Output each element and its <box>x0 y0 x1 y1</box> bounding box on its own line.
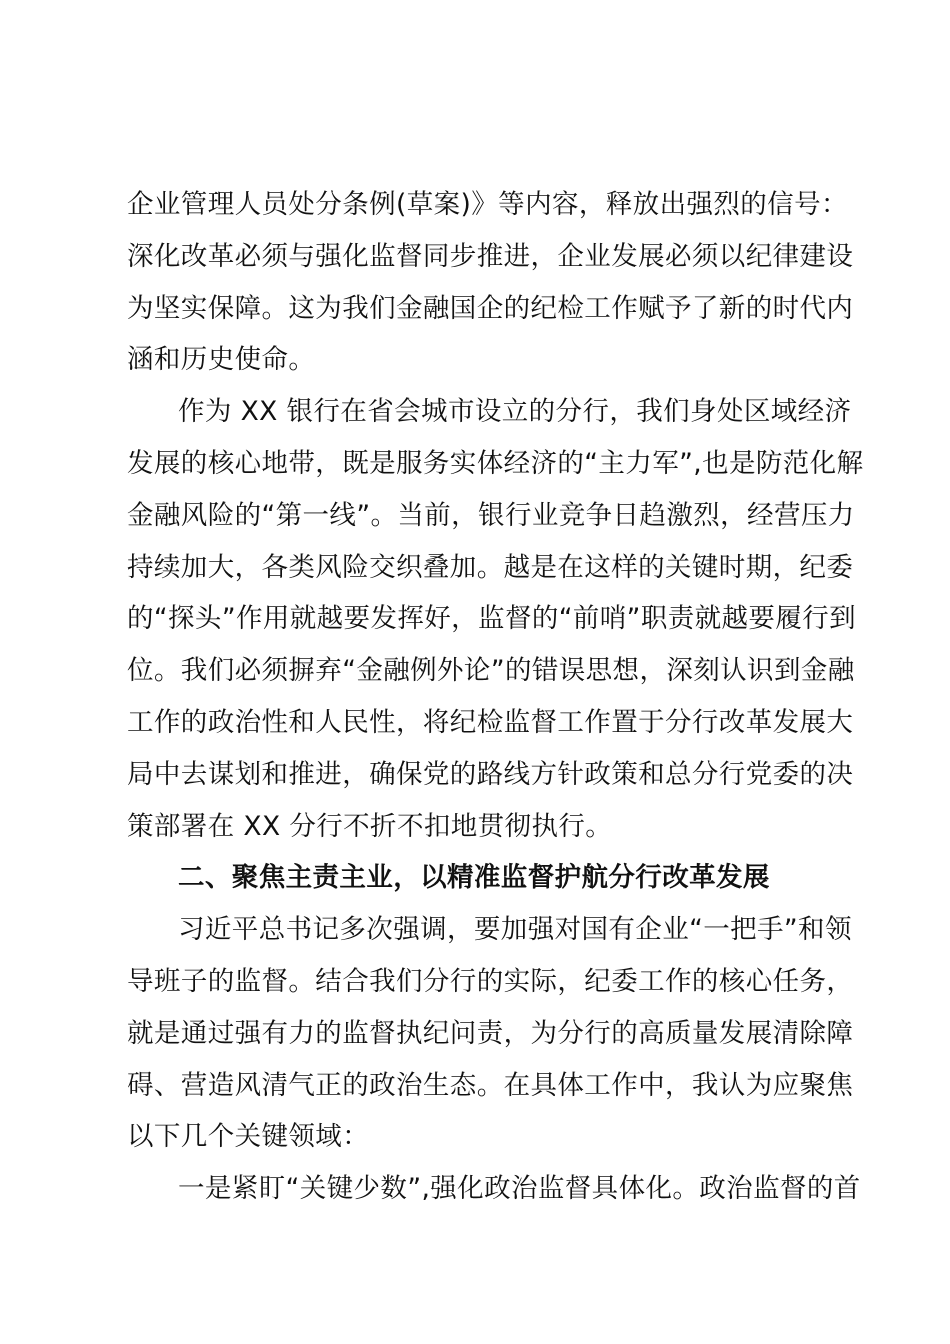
document-body <box>127 183 864 1219</box>
text-line: 局中去谋划和推进，确保党的路线方针政策和总分行党委的决 <box>127 758 854 790</box>
text-line: 以下几个关键领域： <box>127 1121 370 1153</box>
text-line: 碍、营造风清气正的政治生态。在具体工作中，我认为应聚焦 <box>127 1069 854 1101</box>
text-line: 导班子的监督。结合我们分行的实际，纪委工作的核心任务， <box>127 965 854 997</box>
text-line: 的“探头”作用就越要发挥好，监督的“前哨”职责就越要履行到 <box>127 603 857 635</box>
text-line: 工作的政治性和人民性，将纪检监督工作置于分行改革发展大 <box>127 706 854 738</box>
section-heading <box>127 856 827 908</box>
paragraph-key-minority <box>127 1167 861 1219</box>
paragraph-continuation <box>127 183 854 390</box>
text-line: 为坚实保障。这为我们金融国企的纪检工作赋予了新的时代内 <box>127 292 854 324</box>
text-line: 发展的核心地带，既是服务实体经济的“主力军”,也是防范化解 <box>127 447 864 479</box>
text-line: 企业管理人员处分条例(草案)》等内容，释放出强烈的信号： <box>127 189 848 220</box>
text-line: 位。我们必须摒弃“金融例外论”的错误思想，深刻认识到金融 <box>127 655 855 687</box>
text-line: 策部署在 XX 分行不折不扣地贯彻执行。 <box>127 810 613 842</box>
section-heading-text: 二、聚焦主责主业，以精准监督护航分行改革发展 <box>178 862 770 894</box>
text-line: 金融风险的“第一线”。当前，银行业竞争日趋激烈，经营压力 <box>127 499 855 531</box>
text-line: 深化改革必须与强化监督同步推进，企业发展必须以纪律建设 <box>127 240 854 272</box>
text-line: 持续加大，各类风险交织叠加。越是在这样的关键时期，纪委 <box>127 551 854 583</box>
paragraph-branch-role <box>127 390 864 856</box>
paragraph-supervision-focus <box>127 908 854 1167</box>
text-line: 一是紧盯“关键少数”,强化政治监督具体化。政治监督的首 <box>178 1173 861 1205</box>
text-line: 涵和历史使命。 <box>127 344 316 376</box>
text-line: 作为 XX 银行在省会城市设立的分行，我们身处区域经济 <box>178 396 852 428</box>
text-line: 习近平总书记多次强调，要加强对国有企业“一把手”和领 <box>178 914 852 946</box>
text-line: 就是通过强有力的监督执纪问责，为分行的高质量发展清除障 <box>127 1017 854 1049</box>
